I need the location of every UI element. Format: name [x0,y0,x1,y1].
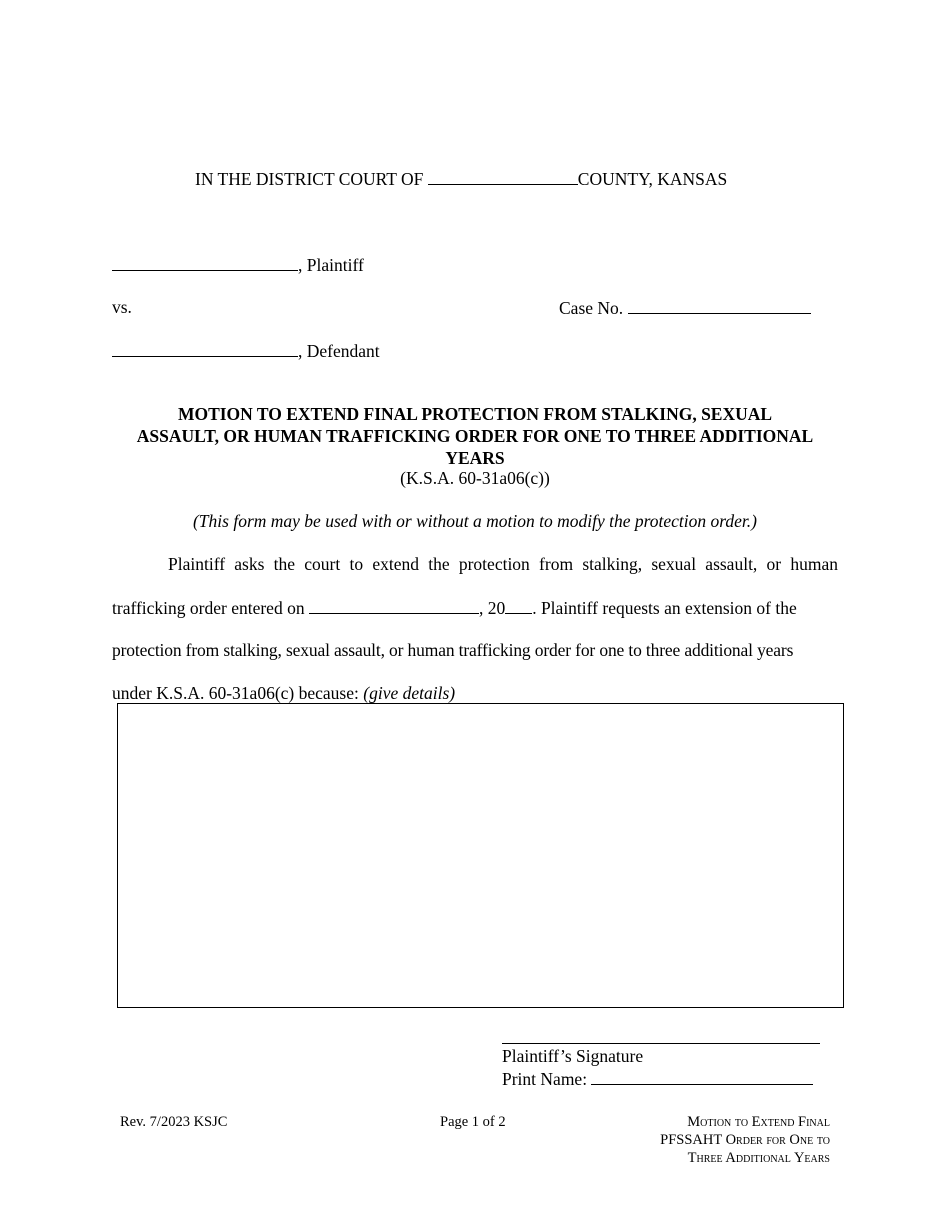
because-label: under K.S.A. 60-31a06(c) because: [112,683,359,703]
title-line-3: YEARS [445,448,505,468]
defendant-label: , Defendant [298,341,380,361]
plaintiff-line [112,254,364,275]
body-line-3: protection from stalking, sexual assault, or human trafficking order for one to three additional years [112,640,794,660]
body-word: Plaintiff [168,554,226,574]
body-word: or [766,554,782,574]
county-blank[interactable] [428,168,578,185]
body-line-2 [112,597,838,618]
title-line-1: MOTION TO EXTEND FINAL PROTECTION FROM STALKING, SEXUAL [177,404,773,424]
body-word: assault, [705,554,758,574]
statute-reference: (K.S.A. 60-31a06(c)) [400,468,550,488]
court-header [195,168,727,189]
extension-request-text: . Plaintiff requests an extension of the [532,598,797,618]
form-name-line-1: Motion to Extend Final [687,1114,830,1130]
print-name-blank[interactable] [591,1068,813,1085]
details-box[interactable] [117,703,844,1008]
body-word: court [304,554,341,574]
signature-label: Plaintiff’s Signature [502,1046,644,1066]
body-word: extend [372,554,419,574]
case-no-label: Case No. [559,298,624,318]
plaintiff-name-blank[interactable] [112,254,298,271]
give-details-hint: (give details) [363,683,456,703]
case-number-blank[interactable] [628,297,811,314]
order-date-blank[interactable] [309,597,479,614]
year-prefix: , 20 [478,598,506,618]
title-line-2: ASSAULT, OR HUMAN TRAFFICKING ORDER FOR ONE TO THREE ADDITIONAL [136,426,814,446]
form-name-line-3: Three Additional Years [687,1150,830,1166]
revision-label: Rev. 7/2023 KSJC [120,1114,228,1130]
body-word: stalking, [582,554,643,574]
body-line-4 [112,683,838,703]
print-name-line [502,1068,813,1089]
vs-label: vs. [112,297,132,317]
form-usage-note: (This form may be used with or without a motion to modify the protection order.) [192,511,758,531]
form-name-line-2: PFSSAHT Order for One to [660,1132,830,1148]
plaintiff-label: , Plaintiff [298,255,364,275]
document-title [0,403,950,469]
body-word: protection [458,554,530,574]
print-name-label: Print Name: [502,1069,588,1089]
body-word: to [349,554,364,574]
page-number: Page 1 of 2 [440,1114,506,1130]
body-word: human [790,554,838,574]
form-name [560,1113,830,1167]
case-number-line [559,297,811,318]
signature-line[interactable] [502,1043,820,1044]
body-word: from [539,554,574,574]
body-word: sexual [651,554,697,574]
body-word: the [428,554,450,574]
court-prefix: IN THE DISTRICT COURT OF [195,169,424,189]
body-word: asks [234,554,265,574]
body-word: the [273,554,296,574]
body-line-1 [168,554,838,574]
defendant-line [112,340,380,361]
defendant-name-blank[interactable] [112,340,298,357]
year-blank[interactable] [505,597,532,614]
order-entered-label: trafficking order entered on [112,598,305,618]
court-suffix: COUNTY, KANSAS [577,169,728,189]
